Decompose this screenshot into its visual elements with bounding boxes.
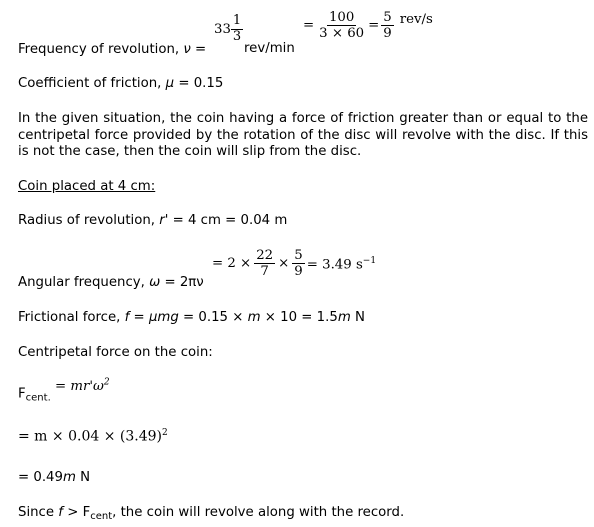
angular-label: Angular frequency,	[18, 275, 150, 290]
angular-fraction-2	[292, 248, 304, 280]
freq-whole: 33	[214, 21, 231, 37]
friction-m2: m	[337, 310, 351, 325]
friction-rest: × 10 = 1.5	[260, 310, 338, 325]
freq-den: 3	[232, 28, 242, 44]
freq-fraction-2	[317, 10, 366, 42]
conclusion-f: f	[58, 505, 63, 520]
freq-fraction-3	[381, 10, 393, 42]
angular-fraction-1	[254, 248, 275, 280]
angular-result-text: = 3.49 s	[306, 256, 363, 272]
conclusion-line	[18, 505, 404, 522]
angular-exp: −1	[362, 255, 377, 266]
freq-den3: 9	[383, 26, 392, 42]
freq-num: 1	[232, 13, 242, 28]
angular-equation	[212, 248, 376, 280]
angular-d1: 7	[260, 264, 269, 280]
radius-val: = 4 cm = 0.04 m	[168, 213, 288, 228]
freq-num3: 5	[383, 10, 392, 25]
freq-eq2: =	[303, 18, 315, 34]
fcent-sub: cent.	[25, 392, 51, 404]
fcent-line	[18, 378, 110, 404]
freq-fraction	[231, 14, 243, 45]
fcent-F: F	[18, 386, 26, 402]
freq-num2: 100	[328, 10, 355, 25]
line2-exp: 2	[162, 428, 168, 438]
result-b: N	[75, 470, 91, 485]
freq-unit: rev/min	[244, 41, 295, 56]
coef-var: μ	[165, 76, 175, 91]
friction-var: f	[124, 310, 130, 325]
angular-lead: = 2 ×	[212, 256, 252, 272]
angular-result	[307, 256, 376, 272]
freq-var: ν	[183, 42, 191, 57]
section-heading: Coin placed at 4 cm:	[18, 179, 156, 194]
freq-equation	[303, 10, 433, 42]
fcent-expr-text: = mr'ω	[54, 379, 104, 395]
freq-label-line	[18, 42, 206, 57]
freq-unit2: rev/s	[399, 12, 433, 28]
angular-var: ω	[149, 275, 161, 290]
radius-var: r'	[159, 213, 169, 228]
fcent-exp: 2	[103, 378, 110, 388]
radius-label: Radius of revolution,	[18, 213, 160, 228]
conclusion-c: , the coin will revolve along with the record.	[112, 505, 405, 520]
centripetal-title: Centripetal force on the coin:	[18, 345, 213, 360]
result-a: = 0.49	[18, 470, 63, 485]
line2-expr: = m × 0.04 × (3.49)	[18, 428, 162, 445]
conclusion-a: Since	[18, 505, 59, 520]
friction-m: m	[247, 310, 261, 325]
coef-line	[18, 76, 223, 91]
result-line	[18, 470, 90, 485]
coef-label: Coefficient of friction,	[18, 76, 166, 91]
fcent-expr	[55, 379, 110, 394]
angular-n1: 22	[256, 248, 274, 263]
freq-mixed-number	[214, 14, 243, 45]
freq-eq: =	[190, 42, 207, 57]
freq-label: Frequency of revolution,	[18, 42, 184, 57]
freq-den2: 3 × 60	[319, 26, 365, 42]
angular-n2: 5	[294, 248, 303, 263]
freq-eq3: =	[368, 18, 380, 34]
friction-eq: =	[129, 310, 149, 325]
angular-times: ×	[278, 256, 290, 272]
friction-mu: μmg	[148, 310, 179, 325]
friction-unit: N	[350, 310, 365, 325]
radius-line	[18, 213, 287, 228]
result-m: m	[62, 470, 76, 485]
friction-line	[18, 310, 365, 325]
angular-val: = 2πν	[160, 275, 204, 290]
coef-val: = 0.15	[174, 76, 224, 91]
conclusion-sub: cent	[90, 511, 113, 522]
paragraph-situation: In the given situation, the coin having a force of friction greater than or equal to the centripetal force provided by the rotation of the disc will revolve with the disc. If this is not the case, then the coin will slip from the disc.	[18, 111, 588, 159]
conclusion-b: > F	[62, 505, 91, 520]
centripetal-expansion	[18, 428, 168, 445]
angular-line	[18, 275, 204, 290]
friction-label: Frictional force,	[18, 310, 125, 325]
angular-d2: 9	[294, 264, 303, 280]
friction-val: = 0.15 ×	[178, 310, 248, 325]
